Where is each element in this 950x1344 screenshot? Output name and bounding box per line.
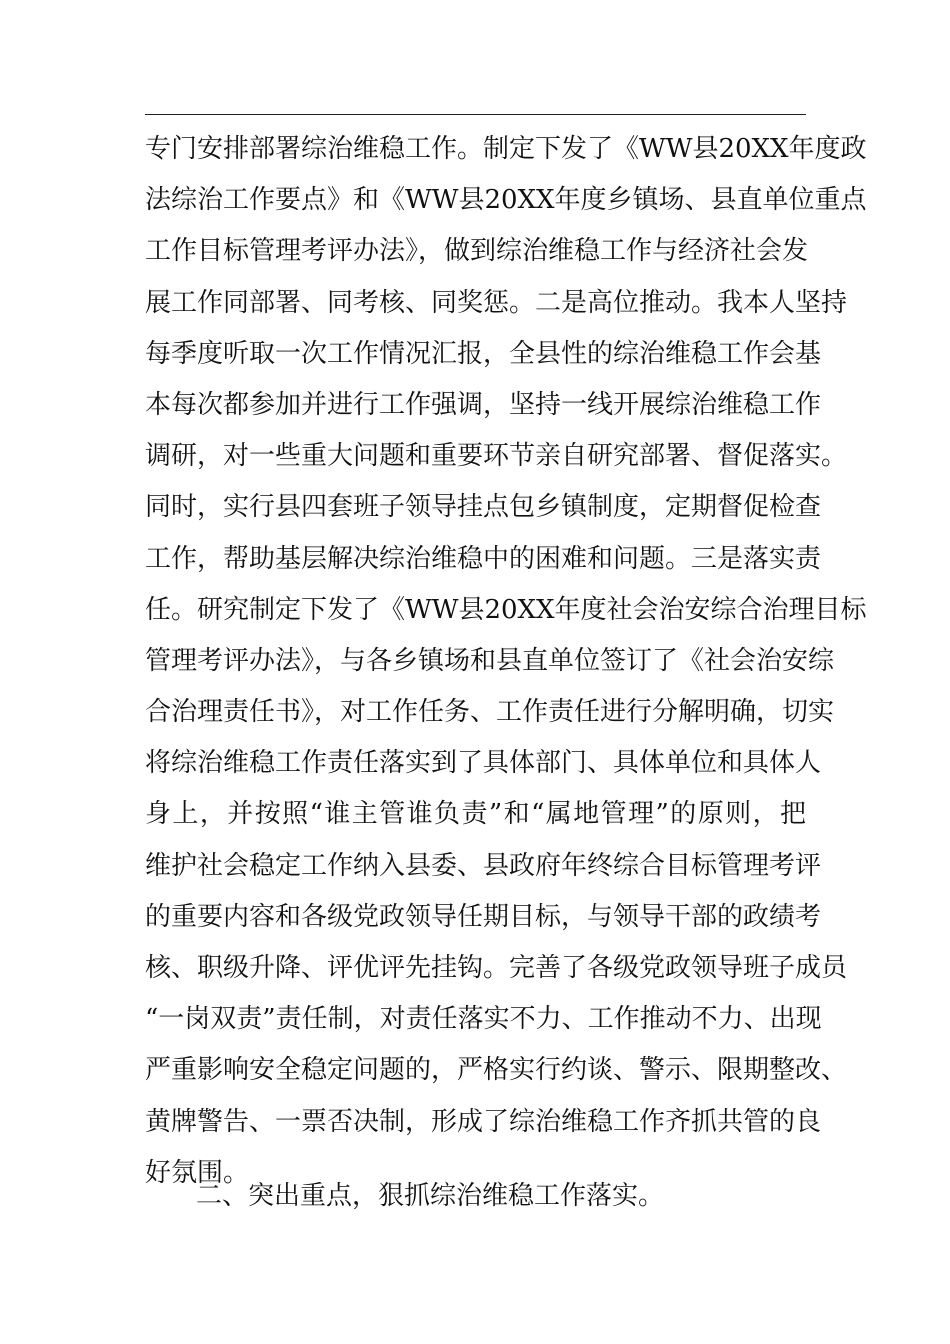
paragraph-line: 合治理责任书》，对工作任务、工作责任进行分解明确，切实 bbox=[145, 697, 835, 728]
paragraph-line: 展工作同部署、同考核、同奖惩。二是高位推动。我本人坚持 bbox=[145, 287, 848, 318]
paragraph-line: 的重要内容和各级党政领导任期目标，与领导干部的政绩考 bbox=[145, 901, 822, 932]
paragraph-line: 专门安排部署综治维稳工作。制定下发了《WW县20XX年度政 bbox=[145, 134, 867, 164]
paragraph-line: 维护社会稳定工作纳入县委、县政府年终综合目标管理考评 bbox=[145, 850, 822, 881]
paragraph-line: 将综治维稳工作责任落实到了具体部门、具体单位和具体人 bbox=[145, 748, 822, 779]
paragraph-line: 核、职级升降、评优评先挂钩。完善了各级党政领导班子成员 bbox=[145, 953, 848, 983]
paragraph-line: 本每次都参加并进行工作强调，坚持一线开展综治维稳工作 bbox=[145, 389, 822, 420]
paragraph-line: 同时，实行县四套班子领导挂点包乡镇制度，定期督促检查 bbox=[145, 492, 822, 523]
paragraph-line: 工作目标管理考评办法》，做到综治维稳工作与经济社会发 bbox=[145, 236, 809, 267]
paragraph-line: “一岗双责”责任制，对责任落实不力、工作推动不力、出现 bbox=[145, 1004, 822, 1035]
paragraph-line: 任。研究制定下发了《WW县20XX年度社会治安综合治理目标 bbox=[145, 594, 867, 625]
paragraph-line: 每季度听取一次工作情况汇报，全县性的综治维稳工作会基 bbox=[145, 338, 822, 369]
paragraph-line: 好氛围。 bbox=[145, 1157, 250, 1188]
paragraph-line: 黄牌警告、一票否决制，形成了综治维稳工作齐抓共管的良 bbox=[145, 1106, 822, 1137]
paragraph-line: 严重影响安全稳定问题的，严格实行约谈、警示、限期整改、 bbox=[145, 1055, 848, 1086]
paragraph-line: 法综治工作要点》和《WW县20XX年度乡镇场、县直单位重点 bbox=[145, 185, 867, 216]
paragraph-line: 工作，帮助基层解决综治维稳中的困难和问题。三是落实责 bbox=[145, 543, 822, 574]
header-rule bbox=[145, 114, 806, 115]
paragraph-line: 身上，并按照“谁主管谁负责”和“属地管理”的原则，把 bbox=[145, 799, 806, 830]
body-paragraph bbox=[145, 124, 867, 1199]
section-heading: 二、突出重点，狠抓综治维稳工作落实。 bbox=[196, 1181, 665, 1211]
paragraph-line: 管理考评办法》，与各乡镇场和县直单位签订了《社会治安综 bbox=[145, 645, 835, 676]
paragraph-line: 调研，对一些重大问题和重要环节亲自研究部署、督促落实。 bbox=[145, 441, 848, 472]
